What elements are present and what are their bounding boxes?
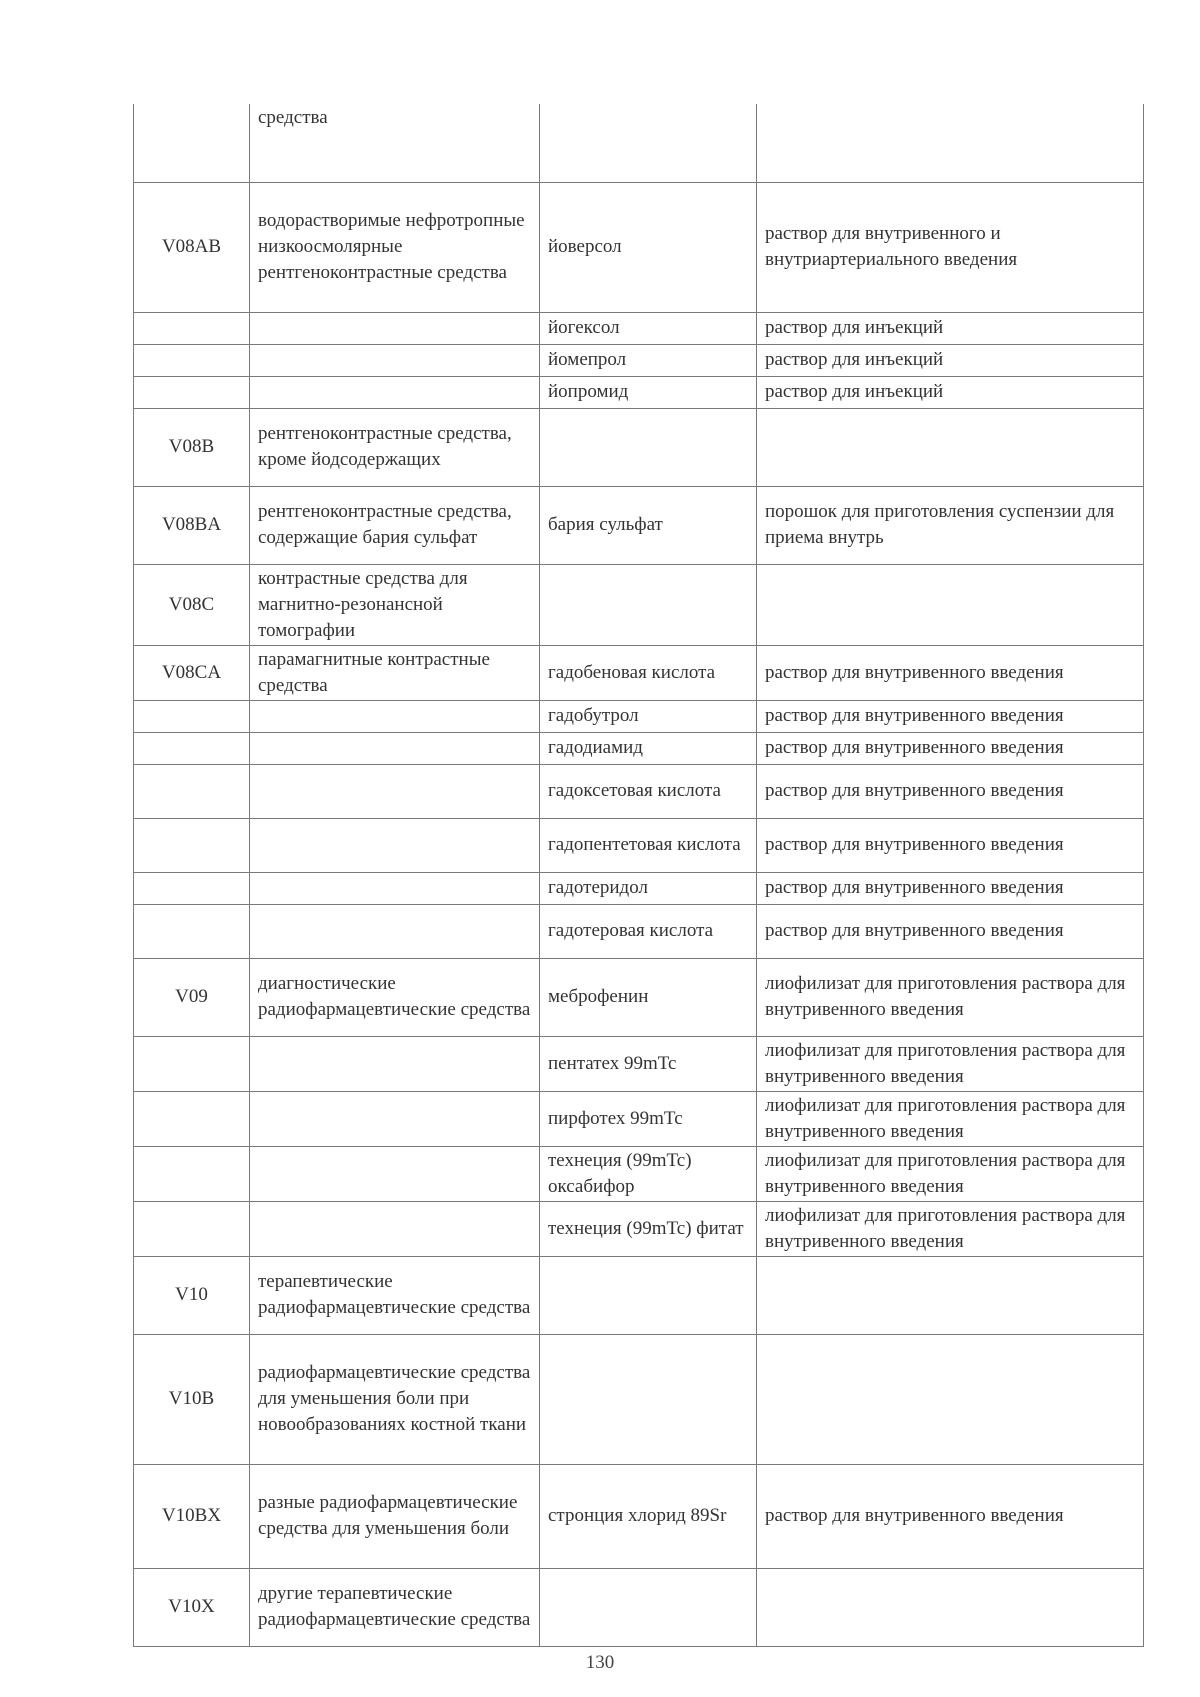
dosage-form-cell: раствор для внутривенного введения (757, 700, 1144, 732)
drug-name-cell: йопромид (540, 376, 757, 408)
group-name-cell (250, 904, 540, 958)
group-name-cell (250, 700, 540, 732)
table-row (134, 1036, 1144, 1091)
atc-code-cell (134, 732, 250, 764)
drug-name-cell: гадобеновая кислота (540, 645, 757, 700)
group-name-cell (250, 1146, 540, 1201)
dosage-form-cell (757, 564, 1144, 645)
group-name-cell (250, 764, 540, 818)
page-number: 130 (585, 1652, 615, 1673)
dosage-form-cell: раствор для внутривенного введения (757, 872, 1144, 904)
drug-name-cell (540, 1568, 757, 1646)
table-row (134, 1334, 1144, 1464)
drug-name-cell: меброфенин (540, 958, 757, 1036)
dosage-form-cell: раствор для инъекций (757, 376, 1144, 408)
group-name-cell (250, 376, 540, 408)
group-name-cell (250, 1201, 540, 1256)
group-name-cell (250, 312, 540, 344)
atc-code-cell: V08CA (134, 645, 250, 700)
table-row (134, 1464, 1144, 1568)
table-row (134, 1146, 1144, 1201)
dosage-form-cell (757, 1568, 1144, 1646)
table-row (134, 958, 1144, 1036)
group-name-cell (250, 344, 540, 376)
dosage-form-cell: раствор для внутривенного введения (757, 818, 1144, 872)
atc-code-cell (134, 1146, 250, 1201)
table-row (134, 732, 1144, 764)
group-name-cell: другие терапевтические радиофармацевтические средства (250, 1568, 540, 1646)
atc-code-cell (134, 1091, 250, 1146)
dosage-form-cell: лиофилизат для приготовления раствора для внутривенного введения (757, 958, 1144, 1036)
atc-code-cell: V10 (134, 1256, 250, 1334)
dosage-form-cell: порошок для приготовления суспензии для приема внутрь (757, 486, 1144, 564)
drug-name-cell (540, 1334, 757, 1464)
atc-code-cell (134, 700, 250, 732)
dosage-form-cell: раствор для внутривенного введения (757, 732, 1144, 764)
table-row (134, 818, 1144, 872)
drug-name-cell: технеция (99mTc) фитат (540, 1201, 757, 1256)
drug-name-cell: гадобутрол (540, 700, 757, 732)
group-name-cell: терапевтические радиофармацевтические средства (250, 1256, 540, 1334)
group-name-cell: парамагнитные контрастные средства (250, 645, 540, 700)
table-row (134, 486, 1144, 564)
atc-code-cell: V10X (134, 1568, 250, 1646)
atc-code-cell (134, 1036, 250, 1091)
atc-code-cell (134, 764, 250, 818)
drug-name-cell: пирфотех 99mTc (540, 1091, 757, 1146)
atc-code-cell: V08AB (134, 182, 250, 312)
drug-name-cell: стронция хлорид 89Sr (540, 1464, 757, 1568)
dosage-form-cell: раствор для инъекций (757, 344, 1144, 376)
atc-code-cell (134, 872, 250, 904)
atc-code-cell: V08C (134, 564, 250, 645)
dosage-form-cell: лиофилизат для приготовления раствора для внутривенного введения (757, 1201, 1144, 1256)
atc-code-cell: V10B (134, 1334, 250, 1464)
drug-name-cell: технеция (99mTc) оксабифор (540, 1146, 757, 1201)
table-body (134, 104, 1144, 1646)
drug-name-cell (540, 564, 757, 645)
atc-code-cell: V08B (134, 408, 250, 486)
table-row (134, 104, 1144, 182)
group-name-cell: средства (250, 104, 540, 182)
table-row (134, 872, 1144, 904)
atc-code-cell (134, 376, 250, 408)
drug-name-cell: гадопентетовая кислота (540, 818, 757, 872)
drug-name-cell: гадотеровая кислота (540, 904, 757, 958)
drug-name-cell (540, 104, 757, 182)
drug-name-cell: гадодиамид (540, 732, 757, 764)
drug-name-cell: йогексол (540, 312, 757, 344)
dosage-form-cell: лиофилизат для приготовления раствора для внутривенного введения (757, 1091, 1144, 1146)
group-name-cell: разные радиофармацевтические средства для уменьшения боли (250, 1464, 540, 1568)
dosage-form-cell (757, 104, 1144, 182)
table-row (134, 376, 1144, 408)
group-name-cell (250, 872, 540, 904)
table-row (134, 1201, 1144, 1256)
group-name-cell (250, 1091, 540, 1146)
group-name-cell (250, 1036, 540, 1091)
atc-code-cell (134, 1201, 250, 1256)
table-row (134, 645, 1144, 700)
atc-code-cell (134, 818, 250, 872)
atc-code-cell: V08BA (134, 486, 250, 564)
table-row (134, 904, 1144, 958)
drug-name-cell: бария сульфат (540, 486, 757, 564)
group-name-cell (250, 818, 540, 872)
drug-name-cell: пентатех 99mTc (540, 1036, 757, 1091)
group-name-cell: радиофармацевтические средства для уменьшения боли при новообразованиях костной ткани (250, 1334, 540, 1464)
dosage-form-cell: раствор для внутривенного введения (757, 1464, 1144, 1568)
atc-code-cell: V09 (134, 958, 250, 1036)
group-name-cell: диагностические радиофармацевтические средства (250, 958, 540, 1036)
table-row (134, 182, 1144, 312)
dosage-form-cell (757, 1334, 1144, 1464)
dosage-form-cell (757, 408, 1144, 486)
group-name-cell: водорастворимые нефротропные низкоосмолярные рентгеноконтрастные средства (250, 182, 540, 312)
dosage-form-cell: раствор для внутривенного введения (757, 764, 1144, 818)
dosage-form-cell: раствор для внутривенного введения (757, 904, 1144, 958)
table-row (134, 344, 1144, 376)
table-row (134, 312, 1144, 344)
dosage-form-cell: раствор для инъекций (757, 312, 1144, 344)
atc-code-cell (134, 904, 250, 958)
dosage-form-cell: раствор для внутривенного введения (757, 645, 1144, 700)
table-row (134, 764, 1144, 818)
drug-name-cell: йомепрол (540, 344, 757, 376)
drug-name-cell (540, 1256, 757, 1334)
group-name-cell: контрастные средства для магнитно-резонансной томографии (250, 564, 540, 645)
table-row (134, 1568, 1144, 1646)
drug-name-cell (540, 408, 757, 486)
dosage-form-cell: лиофилизат для приготовления раствора для внутривенного введения (757, 1146, 1144, 1201)
table-row (134, 564, 1144, 645)
atc-code-cell (134, 312, 250, 344)
table-row (134, 1256, 1144, 1334)
table-row (134, 1091, 1144, 1146)
drug-name-cell: гадоксетовая кислота (540, 764, 757, 818)
group-name-cell: рентгеноконтрастные средства, кроме йодсодержащих (250, 408, 540, 486)
table-row (134, 408, 1144, 486)
group-name-cell: рентгеноконтрастные средства, содержащие бария сульфат (250, 486, 540, 564)
dosage-form-cell: лиофилизат для приготовления раствора для внутривенного введения (757, 1036, 1144, 1091)
atc-code-cell (134, 344, 250, 376)
drug-name-cell: йоверсол (540, 182, 757, 312)
drug-name-cell: гадотеридол (540, 872, 757, 904)
dosage-form-cell: раствор для внутривенного и внутриартериального введения (757, 182, 1144, 312)
atc-code-cell: V10BX (134, 1464, 250, 1568)
drug-classification-table (133, 104, 1144, 1647)
group-name-cell (250, 732, 540, 764)
dosage-form-cell (757, 1256, 1144, 1334)
table-row (134, 700, 1144, 732)
atc-code-cell (134, 104, 250, 182)
